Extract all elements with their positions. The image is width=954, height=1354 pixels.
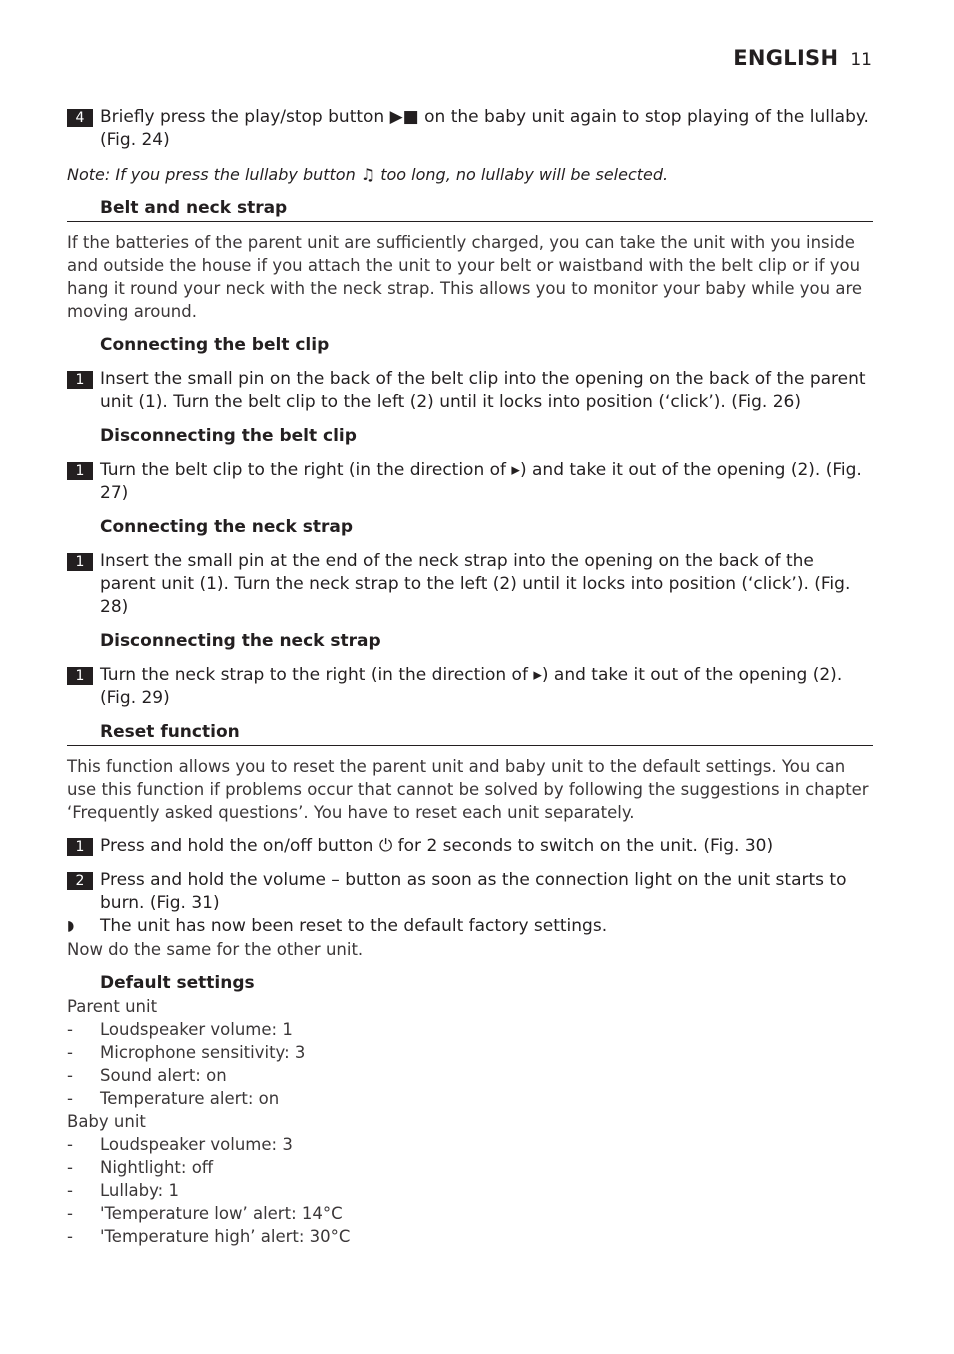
list-item	[67, 1179, 873, 1202]
step-4	[67, 106, 873, 152]
list-item-text: Loudspeaker volume: 1	[100, 1020, 293, 1039]
list-item	[67, 1064, 873, 1087]
list-item-text: Lullaby: 1	[100, 1181, 179, 1200]
dash-bullet: -	[67, 1181, 73, 1200]
dash-bullet: -	[67, 1204, 73, 1223]
step-number-badge: 1	[67, 838, 93, 856]
step-number-badge: 1	[67, 371, 93, 389]
reset-after-text: Now do the same for the other unit.	[67, 940, 364, 959]
step-text: Press and hold the on/off button ⏻ for 2 seconds to switch on the unit. (Fig. 30)	[100, 836, 774, 856]
step-disconnect-neck-strap	[67, 664, 873, 710]
belt-intro-paragraph: If the batteries of the parent unit are sufficiently charged, you can take the unit with you inside and outside the house if you attach the unit to your belt or waistband with the belt clip or if you hang it round your neck with the neck strap. This allows you to monitor your baby while you are moving around.	[67, 233, 863, 321]
step-reset-1	[67, 835, 873, 858]
reset-intro-paragraph: This function allows you to reset the parent unit and baby unit to the default settings. You can use this function if problems occur that cannot be solved by following the suggestions in chapter ‘Frequently asked questions’. You have to reset each unit separately.	[67, 757, 869, 822]
dash-bullet: -	[67, 1043, 73, 1062]
list-item	[67, 1041, 873, 1064]
step-text: Briefly press the play/stop button ▶■ on the baby unit again to stop playing of the lullaby. (Fig. 24)	[100, 107, 869, 150]
dash-bullet: -	[67, 1020, 73, 1039]
parent-unit-label: Parent unit	[67, 997, 158, 1016]
page-content	[67, 106, 873, 1248]
subheading-connecting-neck-strap: Connecting the neck strap	[100, 517, 353, 537]
step-disconnect-belt-clip	[67, 459, 873, 505]
list-item-text: Loudspeaker volume: 3	[100, 1135, 293, 1154]
baby-settings-list	[67, 1133, 873, 1248]
list-item-text: Sound alert: on	[100, 1066, 227, 1085]
step-text: Insert the small pin on the back of the belt clip into the opening on the back of the parent unit (1). Turn the belt clip to the left (2) until it locks into position (‘click’). (Fig. 26)	[100, 369, 866, 412]
subheading-disconnecting-belt-clip: Disconnecting the belt clip	[100, 426, 357, 446]
step-connect-neck-strap	[67, 550, 873, 619]
list-item	[67, 1225, 873, 1248]
step-text: Turn the neck strap to the right (in the direction of ▸) and take it out of the opening (2). (Fig. 29)	[100, 665, 843, 708]
list-item-text: 'Temperature low’ alert: 14°C	[100, 1204, 343, 1223]
step-text: Insert the small pin at the end of the neck strap into the opening on the back of the parent unit (1). Turn the neck strap to the left (2) until it locks into position (‘click’). (Fig. 28)	[100, 551, 851, 617]
step-number-badge: 2	[67, 872, 93, 890]
note-text: Note: If you press the lullaby button ♫ too long, no lullaby will be selected.	[67, 165, 669, 184]
list-item-text: 'Temperature high’ alert: 30°C	[100, 1227, 351, 1246]
subheading-default-settings: Default settings	[100, 973, 255, 993]
step-number-badge: 1	[67, 553, 93, 571]
language-label: ENGLISH	[733, 46, 839, 70]
section-heading-belt-neck-strap: Belt and neck strap	[67, 197, 873, 222]
list-item	[67, 1087, 873, 1110]
list-item-text: Microphone sensitivity: 3	[100, 1043, 306, 1062]
step-text: Turn the belt clip to the right (in the direction of ▸) and take it out of the opening (2). (Fig. 27)	[100, 460, 862, 503]
section-heading-reset-function: Reset function	[67, 721, 873, 746]
dash-bullet: -	[67, 1158, 73, 1177]
page-header	[733, 46, 872, 70]
list-item	[67, 1133, 873, 1156]
step-text: Press and hold the volume – button as soon as the connection light on the unit starts to burn. (Fig. 31)	[100, 870, 847, 913]
list-item	[67, 1018, 873, 1041]
step-connect-belt-clip	[67, 368, 873, 414]
result-arrow-icon: ◗	[67, 918, 75, 934]
parent-settings-list	[67, 1018, 873, 1110]
step-number-badge: 4	[67, 109, 93, 127]
subheading-connecting-belt-clip: Connecting the belt clip	[100, 335, 330, 355]
step-number-badge: 1	[67, 462, 93, 480]
step-reset-2	[67, 869, 873, 915]
dash-bullet: -	[67, 1227, 73, 1246]
page-number: 11	[850, 50, 872, 70]
baby-unit-label: Baby unit	[67, 1112, 146, 1131]
list-item-text: Nightlight: off	[100, 1158, 214, 1177]
dash-bullet: -	[67, 1135, 73, 1154]
result-line	[67, 915, 873, 938]
list-item	[67, 1202, 873, 1225]
step-number-badge: 1	[67, 667, 93, 685]
list-item-text: Temperature alert: on	[100, 1089, 280, 1108]
dash-bullet: -	[67, 1066, 73, 1085]
subheading-disconnecting-neck-strap: Disconnecting the neck strap	[100, 631, 381, 651]
result-text: The unit has now been reset to the default factory settings.	[100, 916, 608, 936]
dash-bullet: -	[67, 1089, 73, 1108]
list-item	[67, 1156, 873, 1179]
